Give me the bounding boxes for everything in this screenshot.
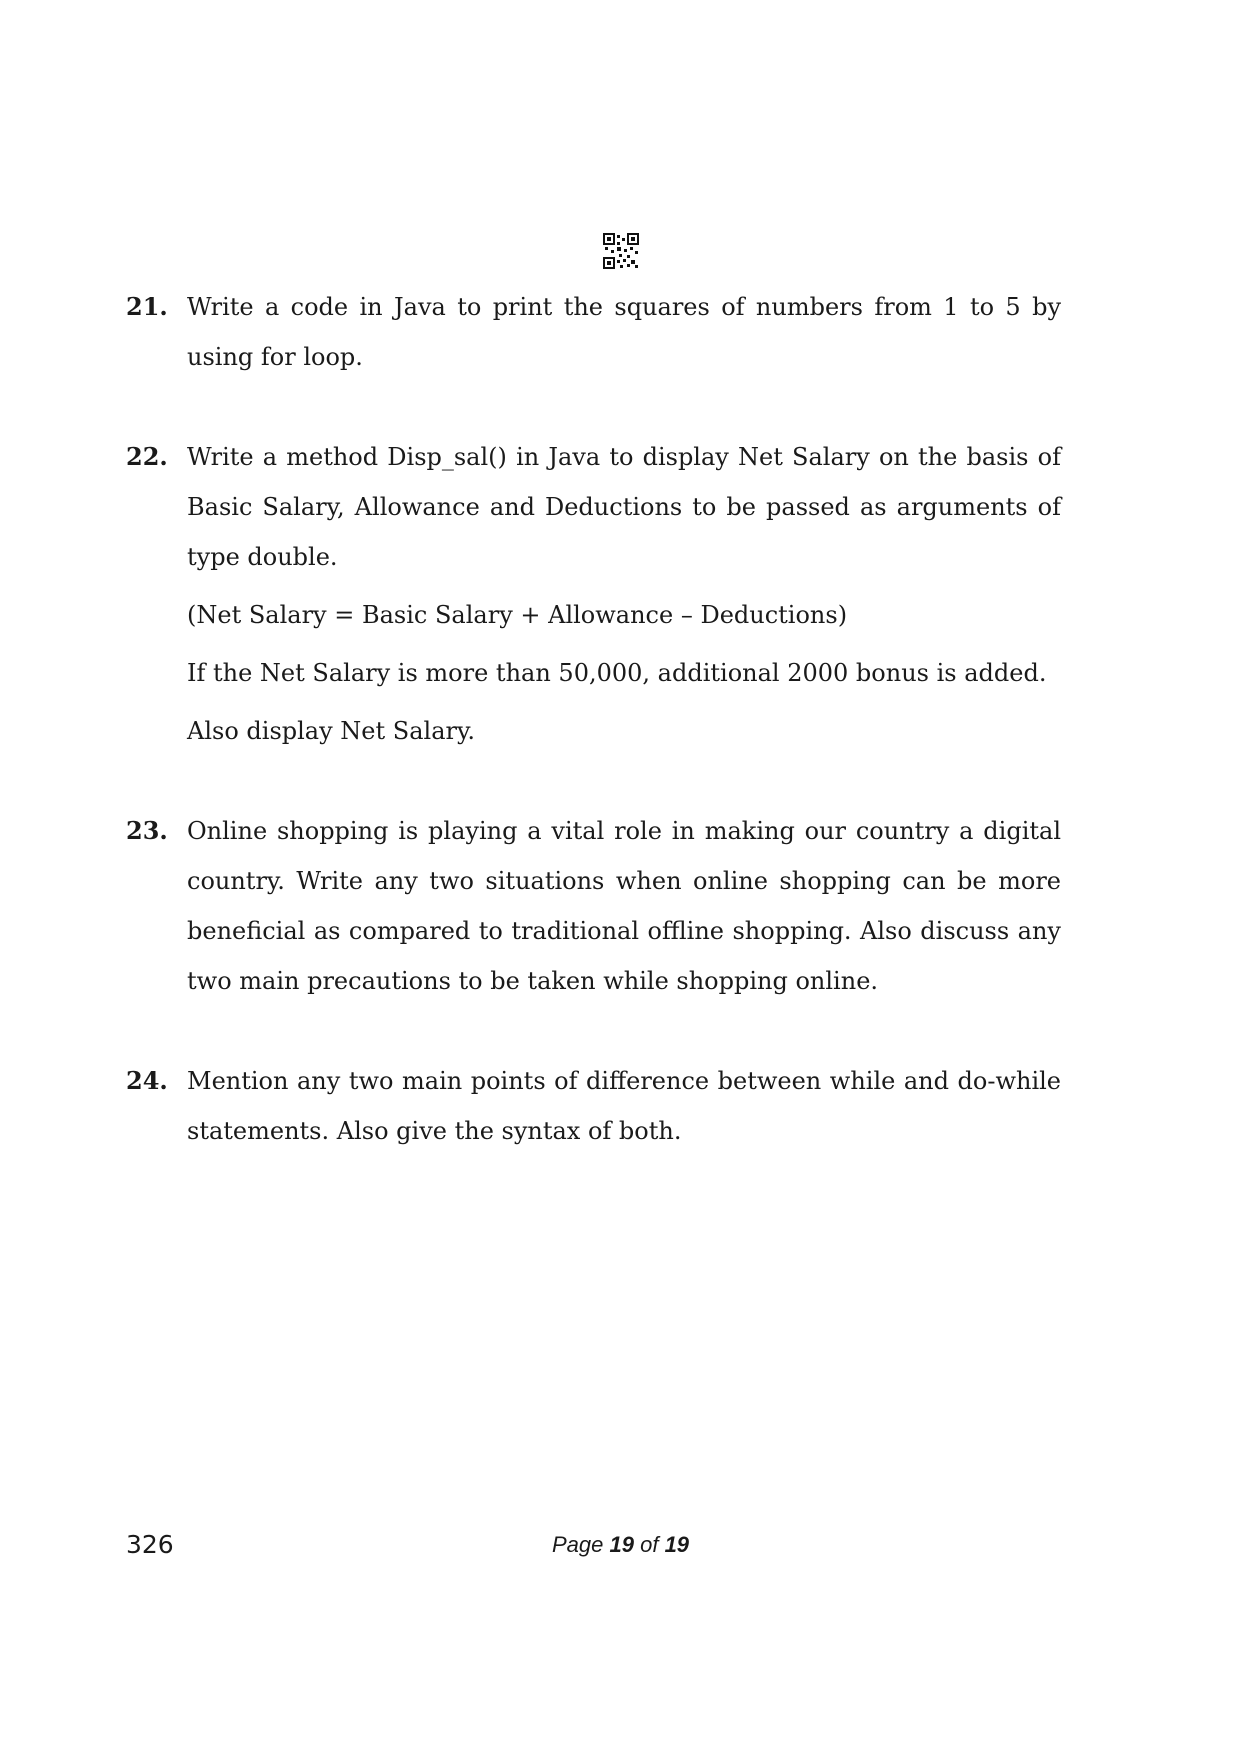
- condition-line: If the Net Salary is more than 50,000, additional 2000 bonus is added.: [187, 659, 1047, 687]
- question-22: [126, 432, 1061, 756]
- question-text: Write a method Disp_sal() in Java to display Net Salary on the basis of Basic Salary, Allowance and Deductions to be passed as arguments of type double.: [187, 443, 1061, 571]
- question-text: Mention any two main points of difference between while and do-while statements. Also give the syntax of both.: [187, 1067, 1061, 1145]
- page-number: [0, 1532, 1241, 1558]
- question-number: 24.: [126, 1066, 168, 1095]
- qr-code-icon: [603, 233, 639, 269]
- question-23: [126, 806, 1061, 1006]
- question-number: 23.: [126, 816, 168, 845]
- formula-line: (Net Salary = Basic Salary + Allowance – Deductions): [187, 601, 848, 629]
- page-total: 19: [664, 1532, 690, 1557]
- of-word: of: [640, 1532, 659, 1557]
- question-number: 21.: [126, 292, 168, 321]
- question-text: Write a code in Java to print the squares of numbers from 1 to 5 by using for loop.: [187, 293, 1061, 371]
- page-current: 19: [609, 1532, 634, 1557]
- question-24: [126, 1056, 1061, 1156]
- question-text: Online shopping is playing a vital role in making our country a digital country. Write any two situations when online shopping can be more beneficial as compared to traditional offline shopping. Also discuss any two main precautions to be taken while shopping online.: [187, 817, 1061, 995]
- subject-code: 326: [126, 1530, 174, 1559]
- page-word: Page: [551, 1532, 604, 1557]
- instruction-line: Also display Net Salary.: [187, 717, 475, 745]
- question-number: 22.: [126, 442, 168, 471]
- question-21: [126, 282, 1061, 382]
